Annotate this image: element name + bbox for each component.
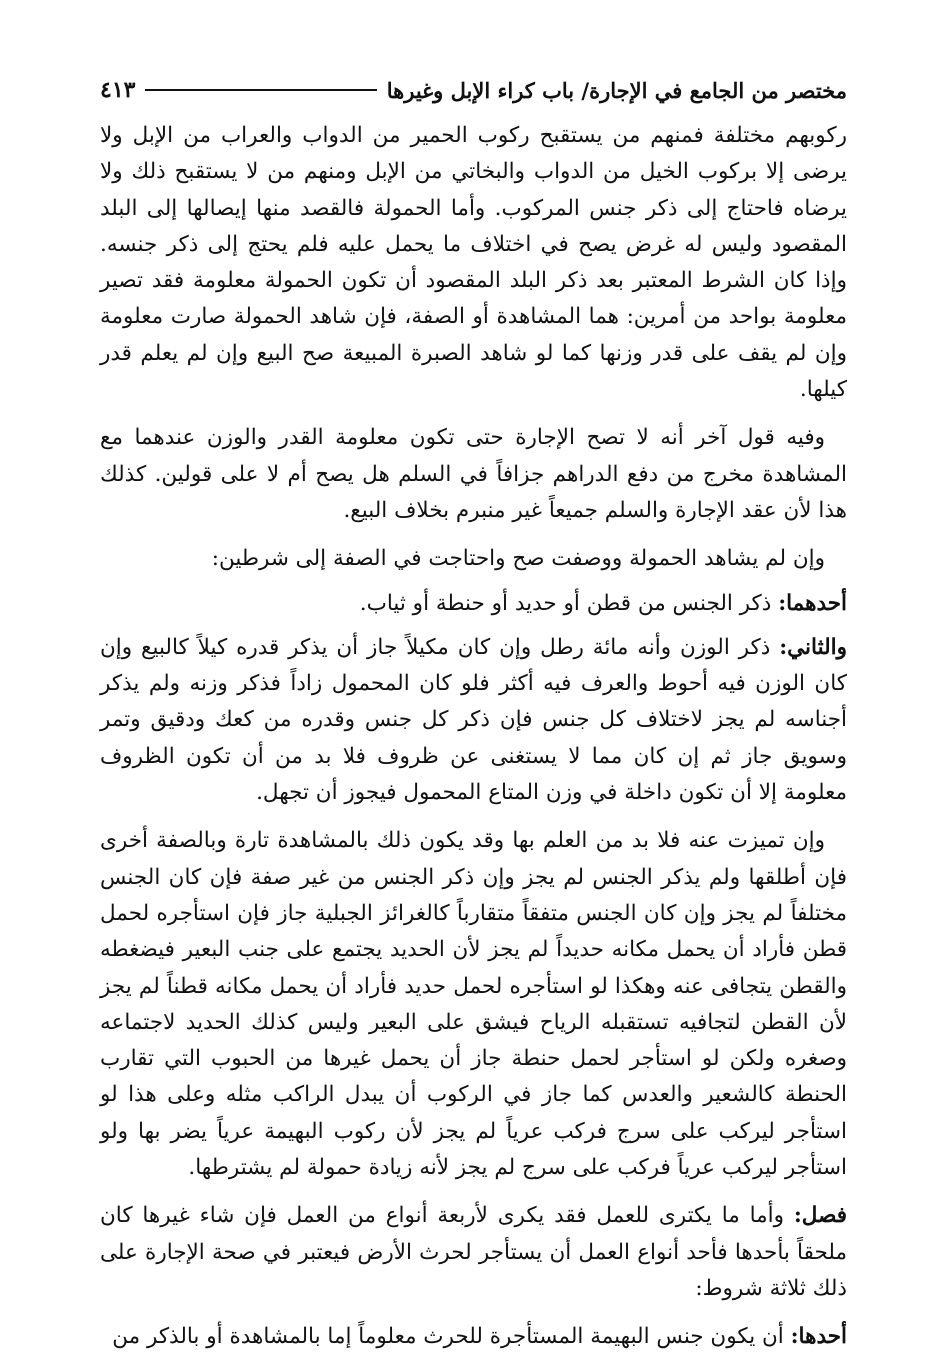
running-header xyxy=(100,70,847,110)
paragraph xyxy=(100,1319,847,1355)
paragraph xyxy=(100,586,847,622)
paragraph-text: أن يكون جنس البهيمة المستأجرة للحرث معلوماً إما بالمشاهدة أو بالذكر من xyxy=(112,1324,791,1350)
paragraph-text: وأما ما يكترى للعمل فقد يكرى لأربعة أنواع من العمل فإن شاء غيرها كان ملحقاً بأحدها فأحد أنواع العمل أن يستأجر لحرث الأرض فيعتبر في صحة الإجارة على ذلك ثلاثة شروط: xyxy=(100,1203,847,1301)
paragraph-text: وفيه قول آخر أنه لا تصح الإجارة حتى تكون معلومة القدر والوزن عندهما مع المشاهدة مخرج من دفع الدراهم جزافاً في السلم هل يصح أم لا على قولين. كذلك هذا لأن عقد الإجارة والسلم جميعاً غير منبرم بخلاف البيع. xyxy=(100,425,847,523)
paragraph-text: وإن تميزت عنه فلا بد من العلم بها وقد يكون ذلك بالمشاهدة تارة وبالصفة أخرى فإن أطلقها ولم يذكر الجنس لم يجز وإن ذكر الجنس من غير صفة فإن كان الجنس مختلفاً لم يجز وإن كان الجنس متفقاً متقارباً كالغرائز الجبلية جاز فإن استأجره لحمل قطن فأراد أن يحمل مكانه حديداً لم يجز لأن الحديد يجتمع على جنب البعير فيضغطه والقطن يتجافى عنه وهكذا لو استأجره لحمل حديد فأراد أن يحمل مكانه قطناً لم يجز لأن القطن لتجافيه تستقبله الرياح فيشق على البعير وليس كذلك الحديد لاجتماعه وصغره ولكن لو استأجر لحمل حنطة جاز أن يحمل غيرها من الحبوب التي تقارب الحنطة كالشعير والعدس كما جاز في الركوب أن يبدل الراكب مثله وعلى هذا لو استأجر ليركب على سرج فركب عرياً لم يجز لأن ركوب البهيمة عرياً يضر بها ولو استأجر ليركب عرياً فركب على سرج لم يجز لأنه زيادة حمولة لم يشترطها. xyxy=(100,828,847,1181)
paragraph-lead: أحدها: xyxy=(790,1324,847,1350)
paragraph xyxy=(100,630,847,811)
paragraph xyxy=(100,541,847,577)
paragraph-text: ركوبهم مختلفة فمنهم من يستقبح ركوب الحمير من الدواب والعراب من الإبل ولا يرضى إلا بركوب الخيل من الدواب والبخاتي من الإبل ومنهم من لا يستقبح ذلك ولا يرضاه فاحتاج إلى ذكر جنس المركوب. وأما الحمولة فالقصد منها إيصالها إلى البلد المقصود وليس له غرض يصح في اختلاف ما يحمل عليه فلم يحتج إلى ذكر جنسه. وإذا كان الشرط المعتبر بعد ذكر البلد المقصود أن تكون الحمولة معلومة فقد تصير معلومة بواحد من أمرين: هما المشاهدة أو الصفة، فإن شاهد الحمولة صارت معلومة وإن لم يقف على قدر وزنها كما لو شاهد الصبرة المبيعة صح البيع وإن لم يعلم قدر كيلها. xyxy=(100,123,847,403)
header-title: مختصر من الجامع في الإجارة/ باب كراء الإبل وغيرها xyxy=(386,77,847,103)
paragraph xyxy=(100,1198,847,1307)
paragraph-text: ذكر الوزن وأنه مائة رطل وإن كان مكيلاً جاز أن يذكر قدره كيلاً كالبيع وإن كان الوزن فيه أحوط والعرف فيه أكثر فلو كان المحمول زاداً فذكر وزنه ولم يذكر أجناسه لم يجز لاختلاف كل جنس فإن ذكر كل جنس وقدره من كعك ودقيق وتمر وسويق جاز ثم إن كان مما لا يستغنى عن ظروف فلا بد من أن تكون الظروف معلومة إلا أن تكون داخلة في وزن المتاع المحمول فيجوز أن تجهل. xyxy=(100,634,847,806)
paragraph-text: ذكر الجنس من قطن أو حديد أو حنطة أو ثياب. xyxy=(359,590,779,616)
paragraph xyxy=(100,823,847,1186)
paragraph-text: وإن لم يشاهد الحمولة ووصفت صح واحتاجت في الصفة إلى شرطين: xyxy=(211,546,825,572)
paragraph xyxy=(100,118,847,408)
paragraph-lead: والثاني: xyxy=(779,634,847,660)
paragraph-lead: أحدهما: xyxy=(778,590,847,616)
page-number: ٤١٣ xyxy=(100,77,136,103)
header-rule xyxy=(145,89,376,91)
body-text xyxy=(100,118,847,1368)
paragraph-lead: فصل: xyxy=(793,1203,847,1229)
paragraph xyxy=(100,420,847,529)
